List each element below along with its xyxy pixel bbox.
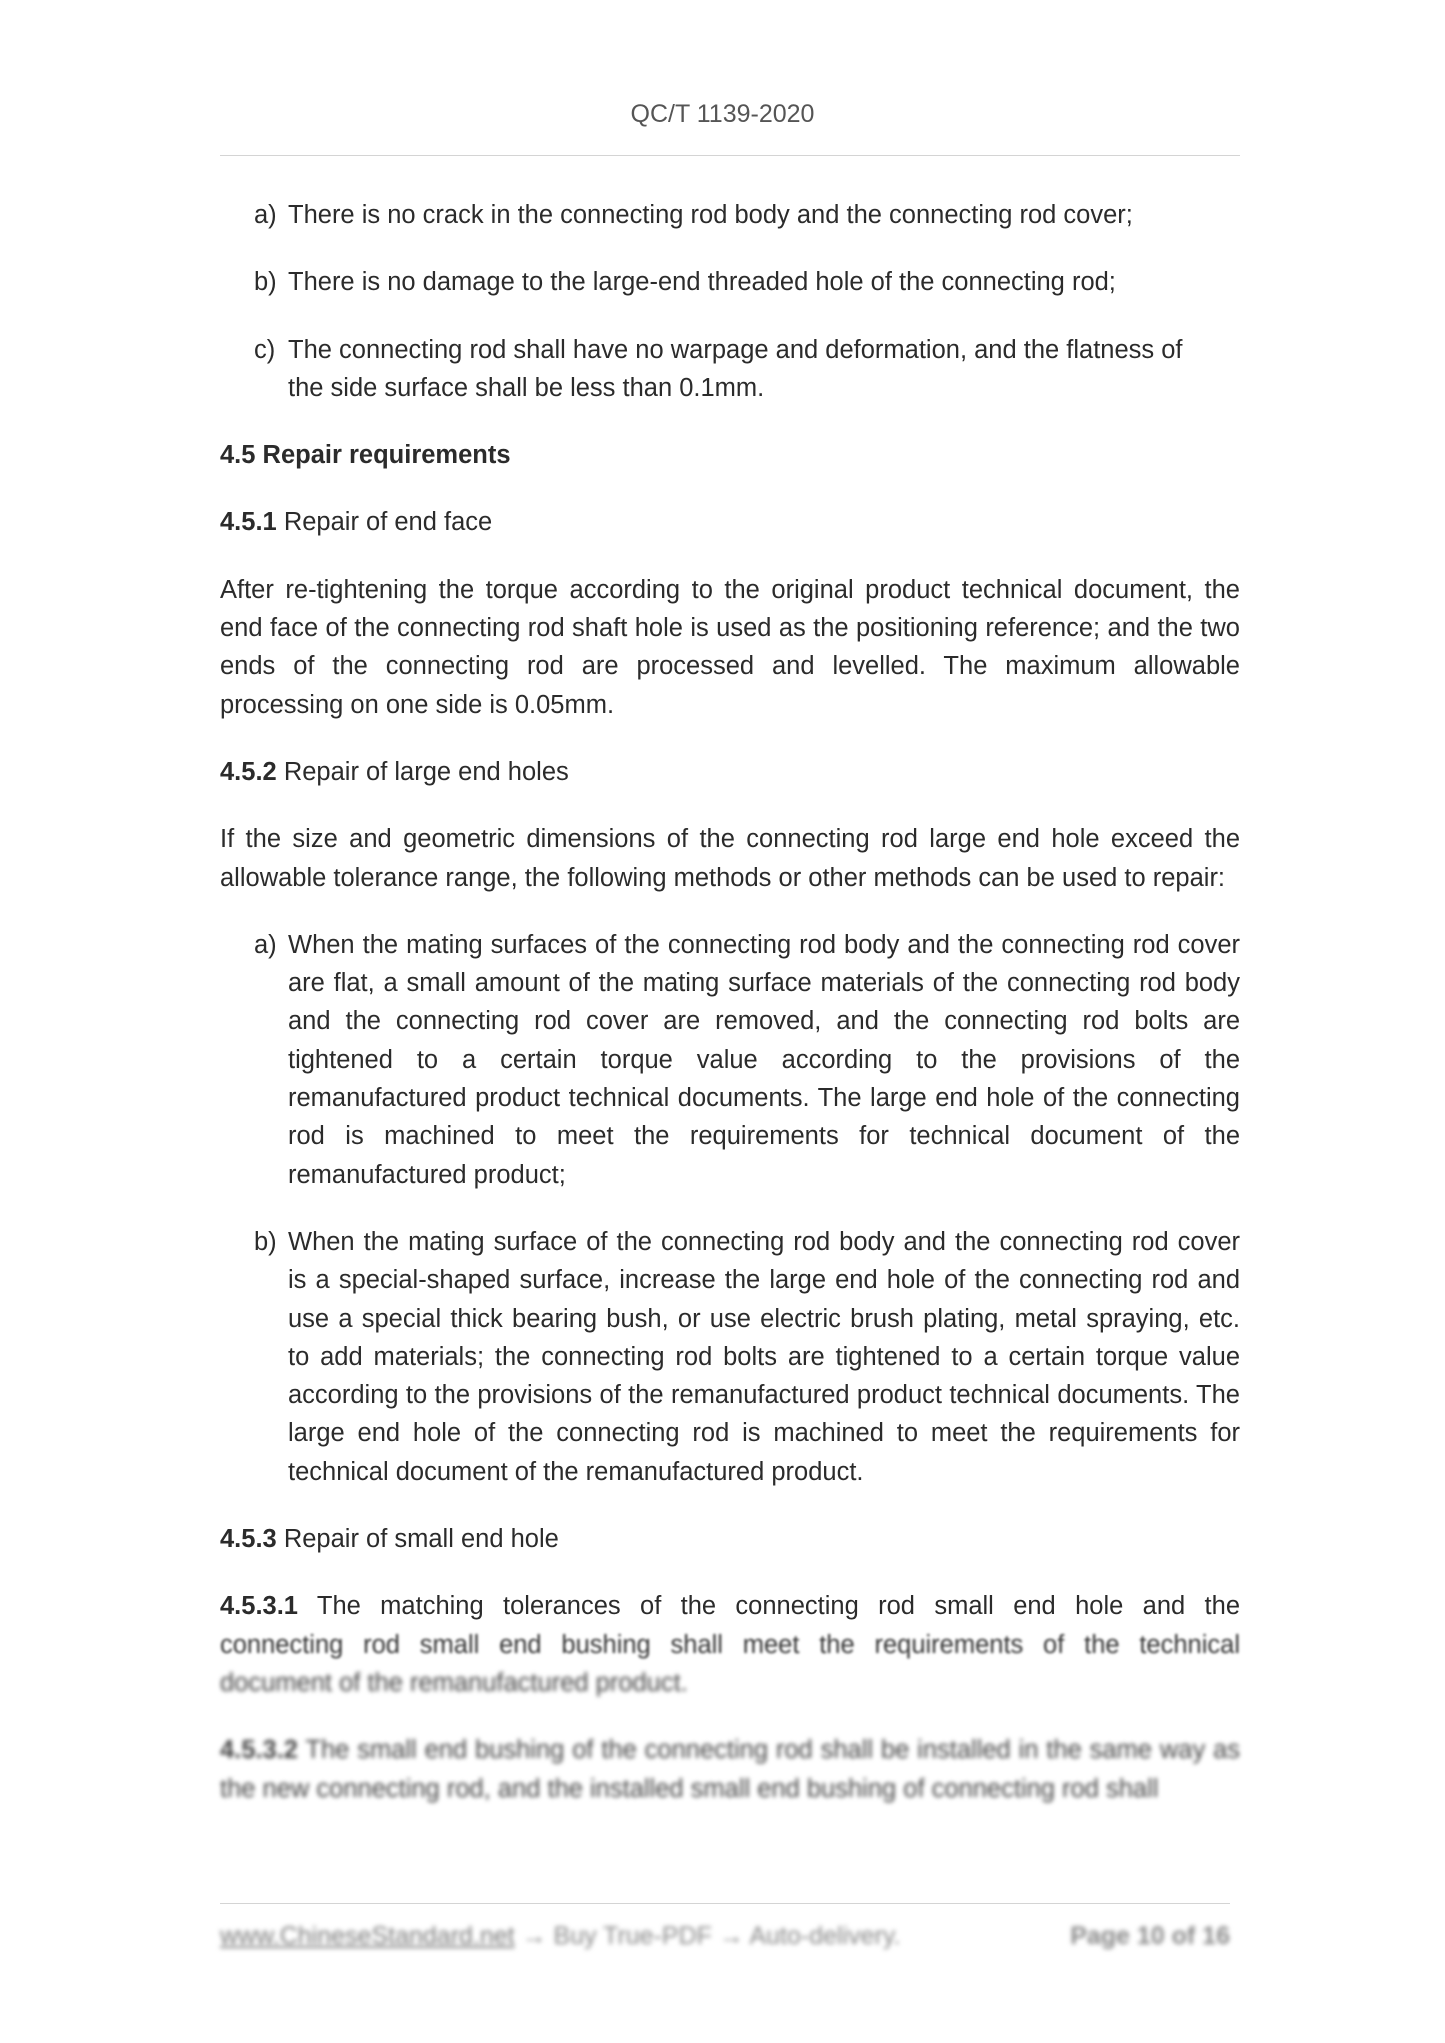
paragraph-end-face: After re-tightening the torque according to the original product technical document, the end face of the connecting rod shaft hole is used as the positioning reference; and the two ends of the connecting rod are processed and levelled. The maximum allowable processing on one side is 0.05mm. — [220, 575, 1240, 719]
section-heading-4-5-3 — [220, 1520, 1240, 1558]
page-number: Page 10 of 16 — [1070, 1922, 1230, 1950]
list-text: The connecting rod shall have no warpage and deformation, and the flatness of — [288, 335, 1183, 364]
paragraph-line-blurred: connecting rod small end bushing shall meet the requirements of the technical — [220, 1630, 1240, 1659]
list-text-continuation: the side surface shall be less than 0.1mm. — [288, 373, 765, 402]
page-footer — [220, 1922, 1230, 1951]
list-label: a) — [254, 201, 277, 229]
list-label: b) — [254, 1227, 277, 1256]
list-item — [220, 331, 1240, 408]
section-number: 4.5.1 — [220, 508, 277, 537]
buy-text: Buy True-PDF — [553, 1922, 712, 1950]
list-label: c) — [254, 335, 276, 364]
list-item — [220, 263, 1240, 301]
list-text: When the mating surface of the connecting rod body and the connecting rod cover is a special-shaped surface, increase the large end hole of the connecting rod and use a special thick bearing bush, or use electric brush plating, metal spraying, etc. to add materials; the connecting rod bolts are tightened to a certain torque value according to the provisions of the remanufactured product technical documents. The large end hole of the connecting rod is machined to meet the requirements for technical document of the remanufactured product. — [288, 1227, 1240, 1486]
list-item — [220, 1223, 1240, 1491]
section-title: Repair of large end holes — [283, 757, 569, 786]
section-number: 4.5.3 — [220, 1525, 277, 1554]
header-divider — [220, 155, 1240, 156]
footer-promo — [220, 1922, 900, 1951]
section-number: 4.5.3.1 — [220, 1592, 298, 1621]
paragraph-line — [220, 1587, 1240, 1625]
section-number: 4.5.2 — [220, 757, 277, 786]
paragraph-large-end: If the size and geometric dimensions of the connecting rod large end hole exceed the allowable tolerance range, the following methods or other methods can be used to repair: — [220, 825, 1240, 892]
footer-divider — [220, 1903, 1230, 1904]
list-item — [220, 926, 1240, 1194]
arrow-icon: → — [521, 1922, 547, 1950]
list-item — [220, 196, 1240, 234]
list-label: b) — [254, 268, 277, 297]
page-content — [220, 196, 1240, 1837]
page-header: QC/T 1139-2020 — [630, 100, 815, 128]
section-heading-4-5-2 — [220, 753, 1240, 791]
paragraph-text: The small end bushing of the connecting rod shall be installed in the same way as the new connecting rod, and the installed small end bushing of connecting rod shall — [220, 1736, 1241, 1803]
list-text: There is no damage to the large-end threaded hole of the connecting rod; — [288, 268, 1116, 297]
section-number: 4.5.3.2 — [220, 1736, 298, 1765]
list-text: There is no crack in the connecting rod body and the connecting rod cover; — [288, 201, 1133, 229]
paragraph-4-5-3-2 — [220, 1731, 1240, 1808]
section-title: Repair of small end hole — [283, 1525, 559, 1554]
list-label: a) — [254, 930, 277, 959]
delivery-text: Auto-delivery. — [749, 1922, 901, 1950]
list-text: When the mating surfaces of the connecting rod body and the connecting rod cover are flat, a small amount of the mating surface materials of the connecting rod body and the connecting rod cover are removed, and the connecting rod bolts are tightened to a certain torque value according to the provisions of the remanufactured product technical documents. The large end hole of the connecting rod is machined to meet the requirements for technical document of the remanufactured product; — [288, 930, 1240, 1189]
paragraph-line-blurred: document of the remanufactured product. — [220, 1668, 688, 1697]
arrow-icon: → — [718, 1922, 744, 1950]
website-link[interactable]: www.ChineseStandard.net — [220, 1922, 515, 1950]
paragraph-4-5-3-1 — [220, 1587, 1240, 1702]
section-heading-4-5-1 — [220, 503, 1240, 541]
section-title: Repair of end face — [283, 508, 493, 537]
section-heading-4-5: 4.5 Repair requirements — [220, 441, 511, 470]
paragraph-text: The matching tolerances of the connecting rod small end hole and the — [316, 1592, 1241, 1621]
